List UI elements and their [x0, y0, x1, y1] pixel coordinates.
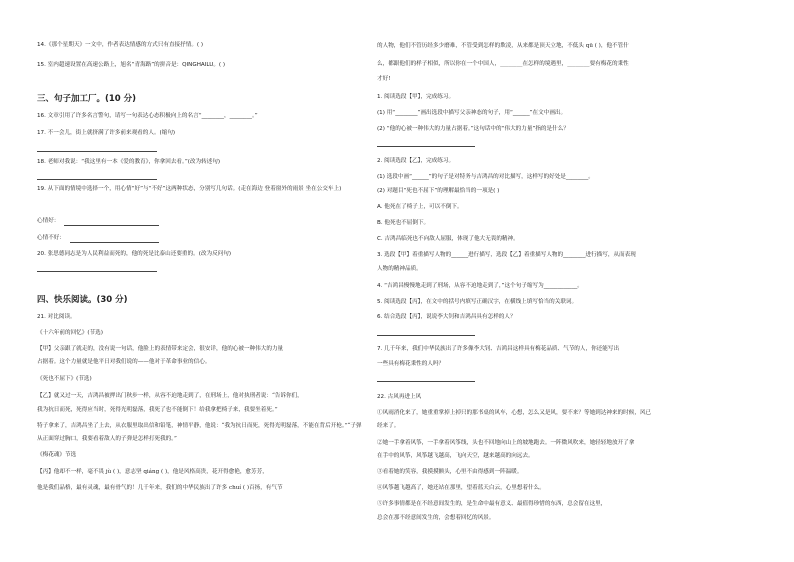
subquestion-7: 7. 几千年来，我们中华民族出了许多像李大钊、吉鸿昌这样具有梅花品质、气节的人，你还能写出: [377, 346, 620, 352]
essay-para-3: ③看着她的笑容，我摸摸额头，心里不由得感到一阵温暖。: [377, 469, 523, 475]
essay-para-1: ①风雨消化来了，她重重掌掉上掉只的那书桌的风车，心想，怎么又是风，要不来？等她到达神来的时候，风已: [377, 410, 652, 416]
answer-line: [64, 225, 159, 226]
answer-line: [377, 146, 475, 147]
passage-2-title: 《死也不屈下》(节选): [37, 376, 92, 382]
mood-good-label: 心情好：: [37, 218, 60, 224]
passage-3-line: 他是我们品格，最有灵魂，最有骨气的！几千年来，我们的中华民族出了许多 chuí ( )百扬，有气节: [37, 485, 283, 491]
answer-line: [377, 335, 475, 336]
answer-line: [377, 381, 475, 382]
question-20: 20. 张思德同志是为人民利益而死的，他的死是比泰山还要重的。(改为反问句): [37, 251, 232, 257]
essay-para-5: 总会在那不经意间发生的，会想着回忆的风景。: [377, 515, 495, 521]
essay-para-4: ④风筝越飞越高了，她还站在那里，望着蓝天白云，心里想着什么。: [377, 485, 545, 491]
passage-2-line: 【乙】就又过一天，吉鸿昌被押出门秋步一样，从容不迫地走到了，在刑场上，他对执刑者说：“告诉你们，: [37, 393, 303, 399]
passage-3-continued: 的人物，他们不管历经多少磨难，不管受到怎样的欺凌，从来都是顶天立地，不低头 qū ( )，他不管什: [377, 43, 629, 49]
option-b: B. 他死也不屈倒下。: [377, 220, 430, 226]
section-3-heading: 三、句子加工厂。(10 分): [37, 94, 137, 104]
subquestion-1a: (1) 用“________”画出选段中描写父亲神态的句子，用“______”在文中画出。: [377, 110, 567, 116]
subquestion-2a: (1) 选段中画“______”的句子是对特务与吉鸿昌的对比描写，这样写的好处是________。: [377, 174, 594, 180]
question-17: 17. 不一会儿，街上就挤满了许多前来观看的人。(缩句): [37, 130, 176, 136]
subquestion-6: 6. 结合选段【丙】，说说李大钊和吉鸿昌具有怎样的人？: [377, 314, 516, 320]
subquestion-2: 2. 阅读选段【乙】，完成练习。: [377, 158, 455, 164]
answer-line: [37, 179, 157, 180]
question-22: 22. 古风再进上风: [377, 394, 422, 400]
essay-para-2: ②她一手拿着风筝，一手拿着风筝线，头也不回地向山上的坡地跑去。一阵微风吹来，她轻轻地放开了拿: [377, 440, 635, 446]
answer-line: [37, 271, 157, 272]
question-15: 15. 室内超速设置在高速公路上，旭名“青海路”的拼音是：QINGHAILU。( ): [37, 62, 226, 68]
answer-line: [37, 151, 157, 152]
question-16: 16. 文章引用了许多名言警句，请写一句表达心态积极向上的名言“________，________。”: [37, 113, 258, 119]
passage-2-line: 特子拿来了，吉鸿昌坐了上去，从衣服里取出信和铅笔，神情平静，他说：“我为抗日而死，死得光明磊落，不能在背后开枪。”“子弹: [37, 423, 362, 429]
passage-3-title: 《梅花魂》节选: [37, 452, 77, 458]
section-4-heading: 四、快乐阅读。(30 分): [37, 295, 128, 305]
question-18: 18. 老师对我说：“我这里有一本《爱的教育》，你拿回去看。”(改为转述句): [37, 159, 221, 165]
passage-2-line: 从正面穿过胸口，我要看着敌人的子弹是怎样打死我的。”: [37, 436, 177, 442]
essay-para-1: 经来了。: [377, 423, 400, 429]
option-a: A. 他死在了椅子上，可以不倒下。: [377, 204, 463, 210]
passage-1-line: 占据着。这个力量就是他平日对我们说的——他对于革命事业的信心。: [37, 359, 211, 365]
essay-para-2: 在手中的风筝，风筝越飞越高，飞向天空，越来越高的向远去。: [377, 453, 534, 459]
subquestion-3-cont: 人物的精神品质。: [377, 266, 422, 272]
passage-3-continued: 才好!: [377, 76, 391, 82]
question-19: 19. 从下面的情境中选择一个，用心情“好”与“不好”这两种状态，分别写几句话。(走在海边 登着窗外的雨景 坐在公交车上): [37, 186, 342, 192]
essay-para-5: ⑤许多事情都是在不经意间发生的，是生命中最有意义、最值得珍惜的东西，总会留在这里，: [377, 501, 607, 507]
mood-bad-label: 心情不好：: [37, 235, 65, 241]
passage-3-continued: 么，都跟他们的样子相似，所以你在一个中国人，________在怎样的境遇里，________要有梅花的秉性: [377, 61, 629, 67]
passage-1-title: 《十六年前的回忆》(节选): [37, 330, 103, 336]
subquestion-3: 3. 选段【甲】着重描写人物的______进行描写，选段【乙】着重描写人物的________进行描写，从而表现: [377, 252, 636, 258]
subquestion-1: 1. 阅读选段【甲】，完成练习。: [377, 94, 455, 100]
question-21: 21. 对比阅读。: [37, 314, 76, 320]
question-14: 14.《那个星期天》一文中，作者表达情感的方式只有直接抒情。( ): [37, 42, 204, 48]
subquestion-4: 4. “吉鸿昌慢慢地走到了刑场，从容不迫地走到了，”这个句子缩写为____________。: [377, 283, 583, 289]
option-c: C. 吉鸿昌临死也不向敌人屈服，体现了他大无畏的精神。: [377, 236, 519, 242]
answer-line: [70, 242, 159, 243]
subquestion-7-cont: 一些具有梅花秉性的人吗？: [377, 361, 445, 367]
subquestion-1b: (2) “他的心被一种伟大的力量占据着。”这句话中的“伟大的力量”指的是什么？: [377, 126, 569, 132]
passage-1-line: 【甲】父亲跟了就走的，没有说一句话，他脸上的表情带来定会，很安详，他的心被一种伟大的力量: [37, 346, 284, 352]
passage-2-line: 我为抗日而死，死得应当时，死得光明磊落，我死了也不能倒下！给我拿把椅子来，我要坐着死。”: [37, 407, 278, 413]
subquestion-2b: (2) 对题目“死也不屈下”的理解最恰当的一项是( ): [377, 188, 500, 194]
subquestion-5: 5. 阅读选段【丙】，在文中的括号内填写正确汉字，在横线上填写恰当的关联词。: [377, 299, 578, 305]
passage-3-line: 【丙】他却不一样，毫不畏 jù ( )，意志坚 qiáng ( )，他是风格高贵，花开得愈艳，愈芳芳，: [37, 469, 268, 475]
